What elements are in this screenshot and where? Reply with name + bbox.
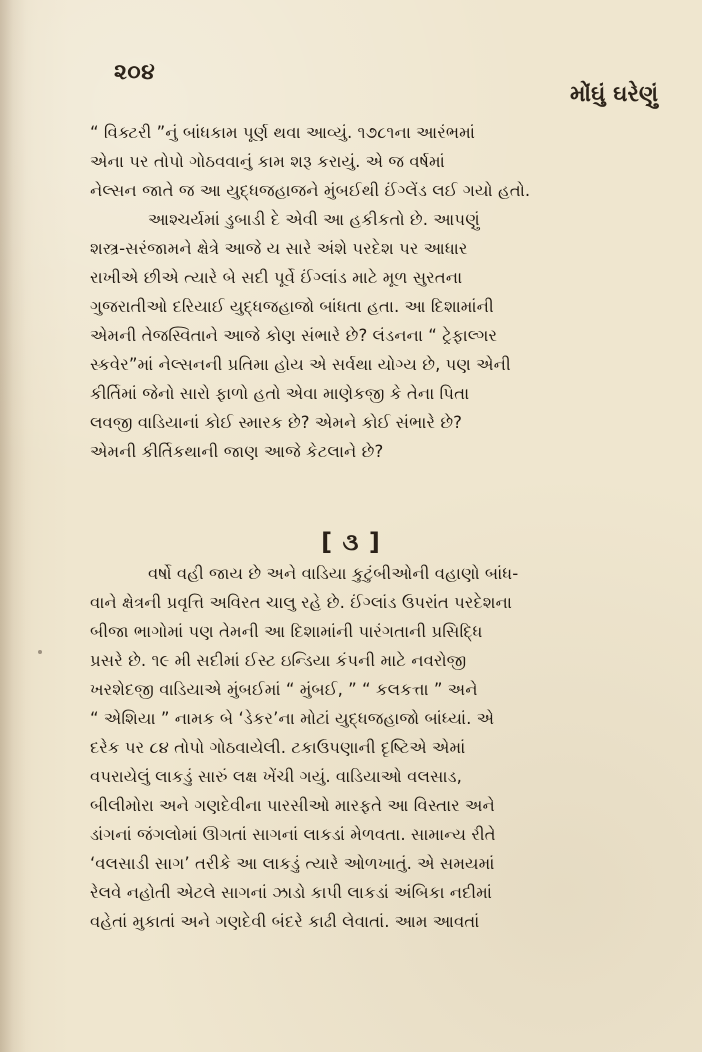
- section-one-text: [90, 118, 668, 466]
- text-line: કીર્તિમાં જેનો સારો ફાળો હતો એવા માણેકજી કે તેના પિતા: [90, 384, 470, 403]
- text-line: “ વિક્ટરી ”નું બાંધકામ પૂર્ણ થવા આવ્યું. ૧૭૮૧ના આરંભમાં: [90, 123, 475, 142]
- text-line: વપરાયેલું લાકડું સારું લક્ષ ખેંચી ગયું. વાડિયાઓ વલસાડ,: [90, 767, 462, 786]
- section-two-text: [90, 559, 668, 936]
- text-line: રાખીએ છીએ ત્યારે બે સદી પૂર્વે ઈંગ્લાંડ માટે મૂળ સુરતના: [90, 268, 463, 287]
- text-line: બીજા ભાગોમાં પણ તેમની આ દિશામાંની પારંગતાની પ્રસિદ્ધિ: [90, 622, 483, 641]
- text-line: એના પર તોપો ગોઠવવાનું કામ શરૂ કરાયું. એ જ વર્ષમાં: [90, 152, 445, 171]
- text-line: ‘વલસાડી સાગ’ તરીકે આ લાકડું ત્યારે ઓળખાતું. એ સમયમાં: [90, 854, 495, 873]
- text-line: બીલીમોરા અને ગણદેવીના પારસીઓ મારફતે આ વિસ્તાર અને: [90, 796, 495, 815]
- text-line: સ્કવેર”માં નેલ્સનની પ્રતિમા હોય એ સર્વથા યોગ્ય છે, પણ એની: [90, 355, 511, 374]
- text-line: દરેક પર ૮૪ તોપો ગોઠવાયેલી. ટકાઉપણાની દૃષ્ટિએ એમાં: [90, 738, 466, 757]
- section-heading: [ ૩ ]: [321, 528, 381, 556]
- text-line: “ એશિયા ” નામક બે ‘ડેકર’ના મોટાં યુદ્ધજહાજો બાંધ્યાં. એ: [90, 709, 495, 728]
- text-line: શસ્ત્ર-સરંજામને ક્ષેત્રે આજે ય સારે અંશે પરદેશ પર આધાર: [90, 239, 468, 258]
- paper-mark: [38, 650, 42, 654]
- running-head: મોંઘું ઘરેણું: [570, 82, 658, 107]
- text-line: રેલવે નહોતી એટલે સાગનાં ઝાડો કાપી લાકડાં અંબિકા નદીમાં: [90, 883, 492, 902]
- text-line: વહેતાં મુકાતાં અને ગણદેવી બંદરે કાઢી લેવાતાં. આમ આવતાં: [90, 912, 480, 931]
- text-line: આશ્ચર્યમાં ડુબાડી દે એવી આ હકીકતો છે. આપણું: [148, 210, 480, 229]
- text-line: વાને ક્ષેત્રની પ્રવૃત્તિ અવિરત ચાલુ રહે છે. ઈંગ્લાંડ ઉપરાંત પરદેશના: [90, 593, 512, 612]
- text-line: વર્ષો વહી જાય છે અને વાડિયા કુટુંબીઓની વહાણો બાંધ-: [148, 564, 519, 583]
- text-line: પ્રસરે છે. ૧૯ મી સદીમાં ઈસ્ટ ઇન્ડિયા કંપની માટે નવરોજી: [90, 651, 467, 670]
- text-line: એમની કીર્તિકથાની જાણ આજે કેટલાને છે?: [90, 442, 384, 461]
- text-line: એમની તેજસ્વિતાને આજે કોણ સંભારે છે? લંડનના “ ટ્રેફાલ્ગર: [90, 326, 498, 345]
- binding-shadow: [0, 0, 26, 1052]
- page-number: ૨૦૪: [114, 60, 156, 85]
- text-line: નેલ્સન જાતે જ આ યુદ્ધજહાજને મુંબઈથી ઈંગ્લેંડ લઈ ગયો હતો.: [90, 181, 531, 200]
- text-line: ગુજરાતીઓ દરિયાઈ યુદ્ધજહાજો બાંધતા હતા. આ દિશામાંની: [90, 297, 494, 316]
- text-line: લવજી વાડિયાનાં કોઈ સ્મારક છે? એમને કોઈ સંભારે છે?: [90, 413, 462, 432]
- text-line: ખરશેદજી વાડિયાએ મુંબઈમાં “ મુંબઈ, ” “ કલકત્તા ” અને: [90, 680, 478, 699]
- text-line: ડાંગનાં જંગલોમાં ઊગતાં સાગનાં લાકડાં મેળવતા. સામાન્ય રીતે: [90, 825, 496, 844]
